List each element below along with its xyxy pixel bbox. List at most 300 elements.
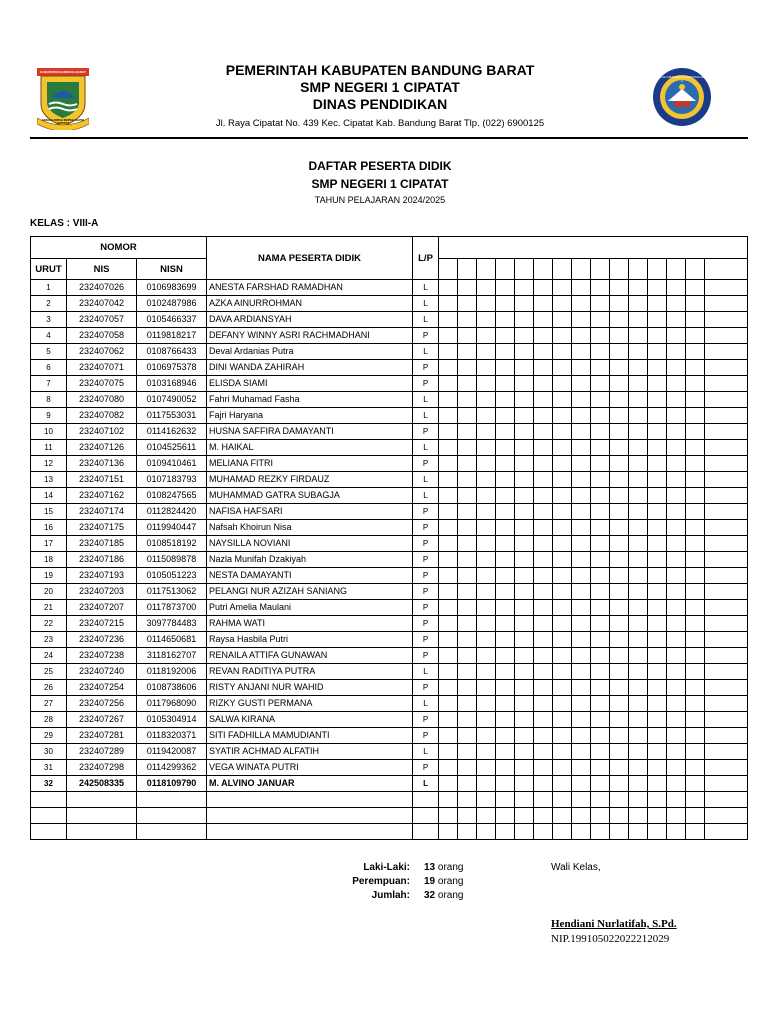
table-row [31,440,748,456]
cell-blank [477,712,496,728]
cell-blank [439,744,458,760]
cell-blank [667,520,686,536]
cell-blank [610,632,629,648]
cell-nisn: 0108518192 [137,536,207,552]
cell-blank [591,808,610,824]
cell-blank [515,632,534,648]
cell-blank [534,712,553,728]
table-row [31,584,748,600]
cell-blank [686,328,705,344]
cell-blank [648,360,667,376]
cell-blank [496,296,515,312]
cell-blank [534,824,553,840]
cell-urut: 21 [31,600,67,616]
cell-blank [591,504,610,520]
cell-blank [515,408,534,424]
cell-blank [610,504,629,520]
cell-blank [572,632,591,648]
cell-blank [458,616,477,632]
cell-blank [496,824,515,840]
cell-blank [667,312,686,328]
cell-blank [477,744,496,760]
cell-lp: P [413,536,439,552]
cell-blank [553,664,572,680]
cell-blank [686,648,705,664]
cell-nisn [137,792,207,808]
cell-blank [667,344,686,360]
cell-blank [496,552,515,568]
cell-nis: 232407186 [67,552,137,568]
cell-blank [667,424,686,440]
cell-urut: 28 [31,712,67,728]
cell-blank [629,376,648,392]
cell-blank [572,776,591,792]
cell-blank [458,552,477,568]
cell-nis: 232407175 [67,520,137,536]
table-row [31,408,748,424]
cell-nama: RISTY ANJANI NUR WAHID [207,680,413,696]
cell-blank [477,728,496,744]
cell-blank [572,568,591,584]
cell-nisn: 3118162707 [137,648,207,664]
cell-blank [610,680,629,696]
cell-blank [648,568,667,584]
cell-blank [477,344,496,360]
cell-urut: 11 [31,440,67,456]
cell-blank [477,808,496,824]
cell-nisn: 0105466337 [137,312,207,328]
cell-blank [667,552,686,568]
cell-blank [572,728,591,744]
cell-blank [477,520,496,536]
cell-blank [496,344,515,360]
cell-blank [439,328,458,344]
cell-blank [553,776,572,792]
cell-blank [439,680,458,696]
cell-blank [572,312,591,328]
cell-blank [515,664,534,680]
cell-blank [496,744,515,760]
cell-urut: 26 [31,680,67,696]
cell-blank [515,440,534,456]
header-urut: URUT [31,259,67,280]
cell-blank [496,360,515,376]
cell-nis: 232407267 [67,712,137,728]
cell-blank [705,344,748,360]
cell-blank [610,824,629,840]
school-logo-text: SEKOLAH MENENGAH PERTAMA NEGERI 1 [652,75,712,83]
cell-blank [629,680,648,696]
cell-blank [572,696,591,712]
cell-nisn: 0117553031 [137,408,207,424]
cell-blank [515,472,534,488]
cell-lp: P [413,360,439,376]
cell-blank [610,568,629,584]
cell-blank [515,728,534,744]
cell-blank [705,632,748,648]
cell-blank [572,344,591,360]
cell-blank [591,392,610,408]
cell-blank [439,520,458,536]
cell-blank [686,504,705,520]
cell-blank [648,392,667,408]
cell-blank [458,632,477,648]
cell-nama: VEGA WINATA PUTRI [207,760,413,776]
cell-blank [686,536,705,552]
cell-lp: P [413,760,439,776]
table-row [31,360,748,376]
cell-blank [572,824,591,840]
cell-lp: P [413,584,439,600]
cell-nisn: 0118320371 [137,728,207,744]
cell-nama: MUHAMMAD GATRA SUBAGJA [207,488,413,504]
cell-blank [553,440,572,456]
cell-blank [477,376,496,392]
cell-blank [572,360,591,376]
school-name: SMP NEGERI 1 CIPATAT [300,79,460,95]
regency-logo-motto-line: GEMAH RIPAH REPEH RAPIH [41,118,85,122]
cell-blank [534,760,553,776]
cell-blank [534,296,553,312]
cell-blank [610,392,629,408]
cell-blank [572,808,591,824]
cell-blank [553,328,572,344]
cell-blank [591,344,610,360]
cell-nis: 232407289 [67,744,137,760]
cell-blank [648,776,667,792]
cell-blank [705,616,748,632]
cell-nama [207,824,413,840]
cell-lp: P [413,632,439,648]
cell-blank [439,712,458,728]
table-row [31,824,748,840]
cell-blank [534,648,553,664]
cell-blank [534,408,553,424]
cell-blank [534,280,553,296]
cell-blank [515,712,534,728]
cell-blank [610,584,629,600]
cell-blank [610,440,629,456]
summary-female: Perempuan: 19 orang [352,876,464,887]
cell-blank [591,536,610,552]
cell-blank [553,696,572,712]
cell-blank [572,456,591,472]
cell-blank [458,488,477,504]
header-lp: L/P [413,237,439,280]
cell-blank [496,712,515,728]
cell-blank [534,440,553,456]
cell-nama: HUSNA SAFFIRA DAMAYANTI [207,424,413,440]
cell-blank [610,728,629,744]
cell-blank [572,296,591,312]
cell-blank [648,536,667,552]
cell-urut: 31 [31,760,67,776]
homeroom-name: Hendiani Nurlatifah, S.Pd. [551,918,677,930]
cell-blank [667,616,686,632]
cell-blank [610,536,629,552]
cell-blank [572,424,591,440]
cell-nisn: 0107183793 [137,472,207,488]
cell-blank [591,360,610,376]
cell-blank [515,760,534,776]
cell-nisn: 0105051223 [137,568,207,584]
cell-blank [686,696,705,712]
cell-blank [629,760,648,776]
cell-blank [648,472,667,488]
cell-blank [648,808,667,824]
cell-blank [667,664,686,680]
cell-blank [629,344,648,360]
cell-blank [553,632,572,648]
cell-blank [667,360,686,376]
table-row [31,728,748,744]
cell-blank [648,488,667,504]
cell-blank [515,552,534,568]
cell-blank [534,520,553,536]
cell-blank [458,776,477,792]
cell-blank [477,440,496,456]
cell-blank [458,680,477,696]
homeroom-title: Wali Kelas, [551,862,601,873]
cell-blank [648,824,667,840]
cell-blank [667,408,686,424]
cell-lp: L [413,488,439,504]
cell-blank [629,648,648,664]
cell-nis: 232407254 [67,680,137,696]
cell-urut: 29 [31,728,67,744]
cell-blank [686,680,705,696]
cell-blank [667,568,686,584]
cell-blank [515,616,534,632]
cell-nis [67,824,137,840]
cell-urut: 17 [31,536,67,552]
cell-blank [629,712,648,728]
gender-summary [290,862,463,904]
cell-urut: 20 [31,584,67,600]
cell-blank [515,376,534,392]
cell-nisn: 0119940447 [137,520,207,536]
cell-blank [477,408,496,424]
cell-nis: 232407126 [67,440,137,456]
cell-blank [534,600,553,616]
cell-urut: 15 [31,504,67,520]
cell-blank [439,488,458,504]
cell-blank [705,536,748,552]
cell-nama: Fajri Haryana [207,408,413,424]
cell-blank [686,344,705,360]
cell-blank [648,712,667,728]
cell-blank [648,760,667,776]
cell-blank [591,296,610,312]
cell-blank [477,328,496,344]
cell-blank [648,648,667,664]
cell-blank [686,568,705,584]
cell-blank [648,408,667,424]
cell-urut: 6 [31,360,67,376]
cell-blank [686,552,705,568]
cell-blank [515,696,534,712]
cell-blank [534,312,553,328]
cell-nisn: 0117873700 [137,600,207,616]
cell-blank [553,280,572,296]
cell-blank [686,392,705,408]
cell-blank [610,520,629,536]
cell-blank [553,792,572,808]
cell-blank [572,744,591,760]
cell-blank [686,728,705,744]
cell-blank [572,680,591,696]
cell-blank [553,552,572,568]
cell-lp: L [413,280,439,296]
table-row [31,680,748,696]
cell-blank [610,312,629,328]
table-row [31,344,748,360]
cell-blank [686,664,705,680]
cell-blank [629,584,648,600]
cell-blank [667,456,686,472]
cell-blank [553,616,572,632]
cell-nis: 232407203 [67,584,137,600]
cell-nisn: 0104525611 [137,440,207,456]
cell-blank [705,728,748,744]
cell-blank [610,744,629,760]
cell-lp: P [413,616,439,632]
cell-blank [458,520,477,536]
cell-nama: ELISDA SIAMI [207,376,413,392]
cell-urut: 30 [31,744,67,760]
cell-blank [572,488,591,504]
cell-urut: 1 [31,280,67,296]
cell-blank [534,744,553,760]
cell-nis [67,792,137,808]
cell-blank [667,600,686,616]
cell-blank [629,776,648,792]
cell-blank [458,744,477,760]
cell-blank [610,328,629,344]
cell-blank [496,584,515,600]
cell-blank [458,760,477,776]
cell-blank [629,456,648,472]
cell-blank [705,296,748,312]
cell-blank [553,504,572,520]
cell-blank [572,408,591,424]
cell-lp: L [413,776,439,792]
cell-blank [496,456,515,472]
cell-blank [515,776,534,792]
cell-blank [572,280,591,296]
cell-nisn: 0117968090 [137,696,207,712]
cell-lp: P [413,728,439,744]
header-nisn: NISN [137,259,207,280]
cell-blank [439,776,458,792]
cell-blank [458,584,477,600]
cell-blank [477,456,496,472]
cell-blank [705,696,748,712]
cell-blank [477,312,496,328]
cell-blank [458,824,477,840]
cell-blank [629,744,648,760]
cell-blank [648,552,667,568]
cell-blank [439,312,458,328]
cell-blank [648,328,667,344]
cell-blank [534,392,553,408]
cell-blank [572,328,591,344]
cell-blank [610,376,629,392]
cell-blank [610,808,629,824]
cell-blank [515,536,534,552]
cell-urut: 9 [31,408,67,424]
cell-blank [667,632,686,648]
cell-nama: M. ALVINO JANUAR [207,776,413,792]
cell-blank [629,360,648,376]
cell-nama: NAYSILLA NOVIANI [207,536,413,552]
cell-blank [591,728,610,744]
cell-blank [610,488,629,504]
cell-blank [515,504,534,520]
cell-blank [534,696,553,712]
cell-blank [705,504,748,520]
cell-blank [477,280,496,296]
cell-blank [534,808,553,824]
cell-blank [477,584,496,600]
cell-blank [458,296,477,312]
cell-blank [705,776,748,792]
cell-blank [591,680,610,696]
cell-blank [439,552,458,568]
cell-blank [686,520,705,536]
table-row [31,744,748,760]
cell-blank [686,456,705,472]
cell-blank [458,440,477,456]
cell-urut: 4 [31,328,67,344]
cell-blank [591,648,610,664]
cell-blank [439,808,458,824]
cell-lp: P [413,680,439,696]
cell-blank [439,824,458,840]
cell-nama: SYATIR ACHMAD ALFATIH [207,744,413,760]
cell-blank [515,648,534,664]
cell-blank [686,424,705,440]
cell-blank [591,376,610,392]
cell-blank [534,680,553,696]
cell-lp: P [413,648,439,664]
cell-blank [534,616,553,632]
cell-blank [553,728,572,744]
cell-nis: 232407058 [67,328,137,344]
cell-blank [458,456,477,472]
cell-blank [686,824,705,840]
table-row [31,632,748,648]
cell-nisn: 0106975378 [137,360,207,376]
cell-blank [667,280,686,296]
cell-urut [31,824,67,840]
cell-blank [477,552,496,568]
cell-blank [629,504,648,520]
cell-blank [686,600,705,616]
cell-blank [591,328,610,344]
cell-nama: SALWA KIRANA [207,712,413,728]
cell-nama [207,808,413,824]
cell-blank [667,744,686,760]
cell-blank [686,360,705,376]
cell-blank [629,616,648,632]
cell-blank [572,760,591,776]
header-blank [439,237,748,259]
cell-blank [458,808,477,824]
cell-blank [648,312,667,328]
cell-blank [477,536,496,552]
cell-blank [667,824,686,840]
